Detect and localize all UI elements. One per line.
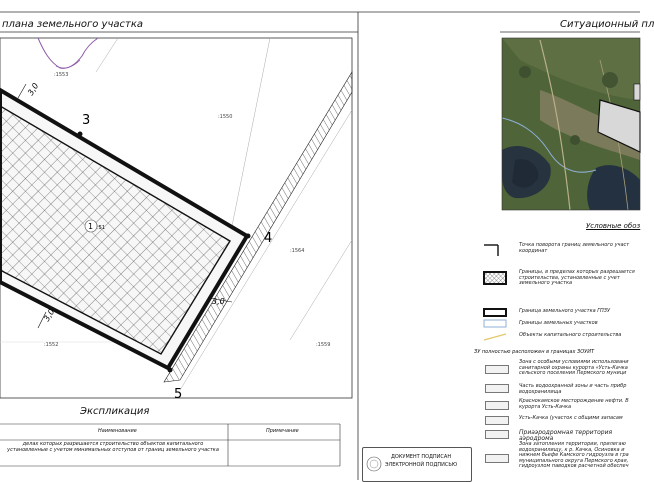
cadastral-label: :1550 (218, 114, 233, 120)
zone-symbol (485, 416, 509, 425)
legend-item-text: Границы, в пределах которых разрешается строительства, установленные с учет земельного участка (519, 269, 635, 287)
stamp-line-1: ДОКУМЕНТ ПОДПИСАН (391, 454, 452, 460)
turning-point-symbol (484, 245, 498, 256)
cadastral-label: :1553 (54, 72, 69, 78)
situation-title: Ситуационный пл (560, 19, 654, 30)
parcel-number: 1 (88, 222, 94, 231)
point-label-3: 3 (82, 113, 91, 128)
zone-item-text: Зона затопления территории, прилегаю водохранилищу, к р. Качка, Осиновка и нижнем бьефе Камского гидроузла в гра муниципального округа Пермского края, гидроузлом паводков расчетной обеспеч (519, 441, 629, 470)
legend-title: Условные обоз (586, 222, 641, 230)
zone-symbol (485, 430, 509, 439)
turning-point-5 (168, 368, 173, 373)
buildable-area-symbol (484, 272, 506, 284)
col-header-note: Примечание (266, 428, 299, 434)
neighbor-boundary-curve (38, 38, 98, 68)
dimension-label: 3,0 (42, 307, 57, 324)
plan-title: плана земельного участка (2, 19, 144, 30)
cadastral-label: :1564 (290, 248, 305, 254)
situation-map-image (502, 38, 640, 210)
dimension-label: 3,0 (26, 81, 41, 98)
zouit-header: ЗУ полностью расположен в границах ЗОУИТ (474, 349, 595, 355)
col-header-name: Наименование (98, 428, 137, 434)
zone-item-text: Краснокамское месторождение нефти. В курорта Усть-Качка (519, 398, 629, 410)
zone-item-text: Усть-Качка (участок с общими запасам (519, 415, 623, 421)
zone-item-text: Часть водоохранной зоны и часть прибр водохранилища (519, 383, 627, 395)
zone-symbol (485, 401, 509, 410)
zone-symbol (485, 384, 509, 393)
electronic-signature-stamp (362, 447, 472, 482)
parcel-boundary-symbol (484, 309, 506, 316)
point-label-4: 4 (264, 231, 273, 246)
turning-point-3 (78, 132, 83, 137)
zone-item-text: Зона с особыми условиями использовани санитарной охраны курорта «Усть-Качка сельского поселения Пермского муници (519, 359, 629, 377)
zone-symbol (485, 365, 509, 374)
legend-item-text: Объекты капитального строительства (519, 332, 622, 338)
land-parcels-symbol (484, 320, 506, 327)
legend-item-text: Границы земельных участков (519, 320, 598, 326)
parcel-sub: :51 (97, 225, 106, 231)
capital-objects-symbol (484, 334, 506, 340)
explication-row-text: делах которых разрешается строительство объектов капитального установленные с учетом минимальных отступов от границ земельного участка (7, 441, 219, 453)
cadastral-label: :1559 (316, 342, 331, 348)
cadastral-label: :1552 (44, 342, 59, 348)
legend-item-text: Граница земельного участка ГПЗУ (519, 308, 611, 314)
point-label-5: 5 (174, 387, 183, 402)
zone-item-text: Приаэродромная территория аэродрома (519, 429, 613, 442)
stamp-line-2: ЭЛЕКТРОННОЙ ПОДПИСЬЮ (385, 462, 458, 468)
explication-title: Экспликация (80, 406, 150, 417)
dimension-label: 3,0 (212, 297, 225, 306)
zone-symbol (485, 454, 509, 463)
legend-item-text: Точка поворота границ земельного участ координат (519, 242, 630, 254)
turning-point-4 (246, 234, 251, 239)
